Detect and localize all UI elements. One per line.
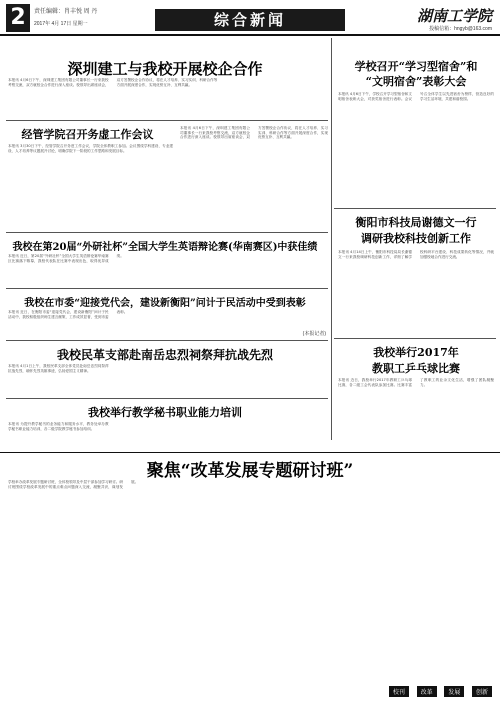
article-body: 本报讯 近日，我校举行2017年教职工乒乓球比赛，各二级工会代表队参加比赛。比赛丰富了教职工的业余文化生活，增强了团队凝聚力。 [338, 378, 494, 387]
footer-tag: 创新 [472, 686, 492, 697]
article-title: 调研我校科技创新工作 [361, 232, 471, 245]
footer-tag: 改革 [417, 686, 437, 697]
article-body: 本报讯 4月6日下午，深圳建工集团有限公司董事长一行来我校考察交流，双方就校企合作进行深入座谈。校领导出席座谈会，双方签署校企合作协议，将在人才培养、实习实训、科研合作等方面开展深度合作，实现优势互补、互利共赢。 [180, 126, 328, 140]
article-body: 本报讯 3月30日下午，经管学院召开务虚工作会议，学院全体教职工参加。会议围绕学科建设、专业建设、人才培养等议题展开讨论，明确学院下一阶段的工作思路和发展目标。 [8, 144, 173, 153]
editor-line: 责任编辑：肖丰悦 周 丹 [34, 9, 98, 15]
article-title: 我校民革支部赴南岳忠烈祠祭拜抗战先烈 [56, 348, 273, 362]
article-body: 本报讯 近日，在衡阳市委“迎接党代会，建设新衡阳”问计于民活动中，我校积极组织师生建言献策，工作成效显著，受到市委表彰。 [8, 310, 128, 319]
feature-rule [0, 452, 500, 453]
article-body: 本报讯 近日，第20届“外研社杯”全国大学生英语辩论赛华南赛区比赛落下帷幕，我校代表队在比赛中表现出色，取得优异成绩。 [8, 254, 124, 263]
header-rule [0, 34, 500, 36]
article-body: 本报讯 4月14日上午，衡阳市科技局局长谢德文一行来我校调研科技创新工作，详细了解学校科研平台建设、科技成果转化等情况，并就加强校地合作进行交流。 [338, 250, 494, 259]
article-title: 深圳建工与我校开展校企合作 [67, 60, 263, 78]
section-title: 综合新闻 [155, 9, 345, 31]
date-line: 2017年 4月 17日 星期一 [34, 21, 88, 27]
feature-body: 学校举办改革发展专题研讨班，全体校领导及中层干部参加学习研讨。研讨班围绕学校改革发展中的重点难点问题深入交流，凝聚共识，谋划发展。 [8, 480, 139, 489]
footer-label: 校刊 [389, 686, 409, 697]
feature-title: 聚焦“改革发展专题研讨班” [146, 461, 354, 481]
article-body: 本报讯 为提升教学秘书的业务能力和服务水平，教务处举办教学秘书职业能力培训，各二级学院教学秘书参加培训。 [8, 422, 109, 431]
divider [334, 208, 496, 209]
divider [6, 288, 328, 289]
contact-email: 投稿信箱：hngyb@163.com [429, 26, 492, 32]
divider [6, 120, 328, 121]
article-title: 我校在市委“迎接党代会，建设新衡阳”问计于民活动中受到表彰 [24, 298, 306, 309]
paper-name: 湖南工学院 [416, 7, 492, 25]
article-title: 教职工乒乓球比赛 [372, 362, 460, 375]
page-number: 2 [6, 4, 30, 32]
article-title: 我校在第20届“外研社杯”全国大学生英语辩论赛(华南赛区)中获佳绩 [12, 242, 318, 253]
article-title: 我校举行2017年 [373, 346, 459, 359]
article-title: 衡阳市科技局谢德文一行 [355, 216, 477, 229]
divider [6, 232, 328, 233]
divider [334, 338, 496, 339]
article-title: 学校召开“学习型宿舍”和 [354, 60, 478, 73]
article-title: “文明宿舍”表彰大会 [365, 75, 467, 88]
divider [6, 340, 328, 341]
article-body: 本报讯 4月1日上午，我校民革支部全体党员赴南岳忠烈祠祭拜抗战先烈，缅怀先烈英雄事迹，弘扬爱国主义精神。 [8, 364, 109, 373]
divider [6, 398, 328, 399]
article-body: 本报讯 4月6日下午，学校召开学习型宿舍和文明宿舍表彰大会，对获奖宿舍进行表彰。会议号召全体学生以先进宿舍为榜样，营造良好的学习生活环境，共建和谐校园。 [338, 92, 494, 101]
byline: (本报记者) [302, 331, 326, 337]
article-body: 本报讯 4月6日下午，深圳建工集团有限公司董事长一行来我校考察交流，双方就校企合作进行深入座谈。校领导出席座谈会，双方签署校企合作协议，将在人才培养、实习实训、科研合作等方面开展深度合作，实现优势互补、互利共赢。 [8, 78, 218, 87]
footer-tag: 发展 [444, 686, 464, 697]
column-divider [331, 38, 332, 440]
article-title: 经管学院召开务虚工作会议 [21, 128, 154, 141]
footer [383, 686, 492, 697]
article-title: 我校举行教学秘书职业能力培训 [88, 406, 242, 419]
